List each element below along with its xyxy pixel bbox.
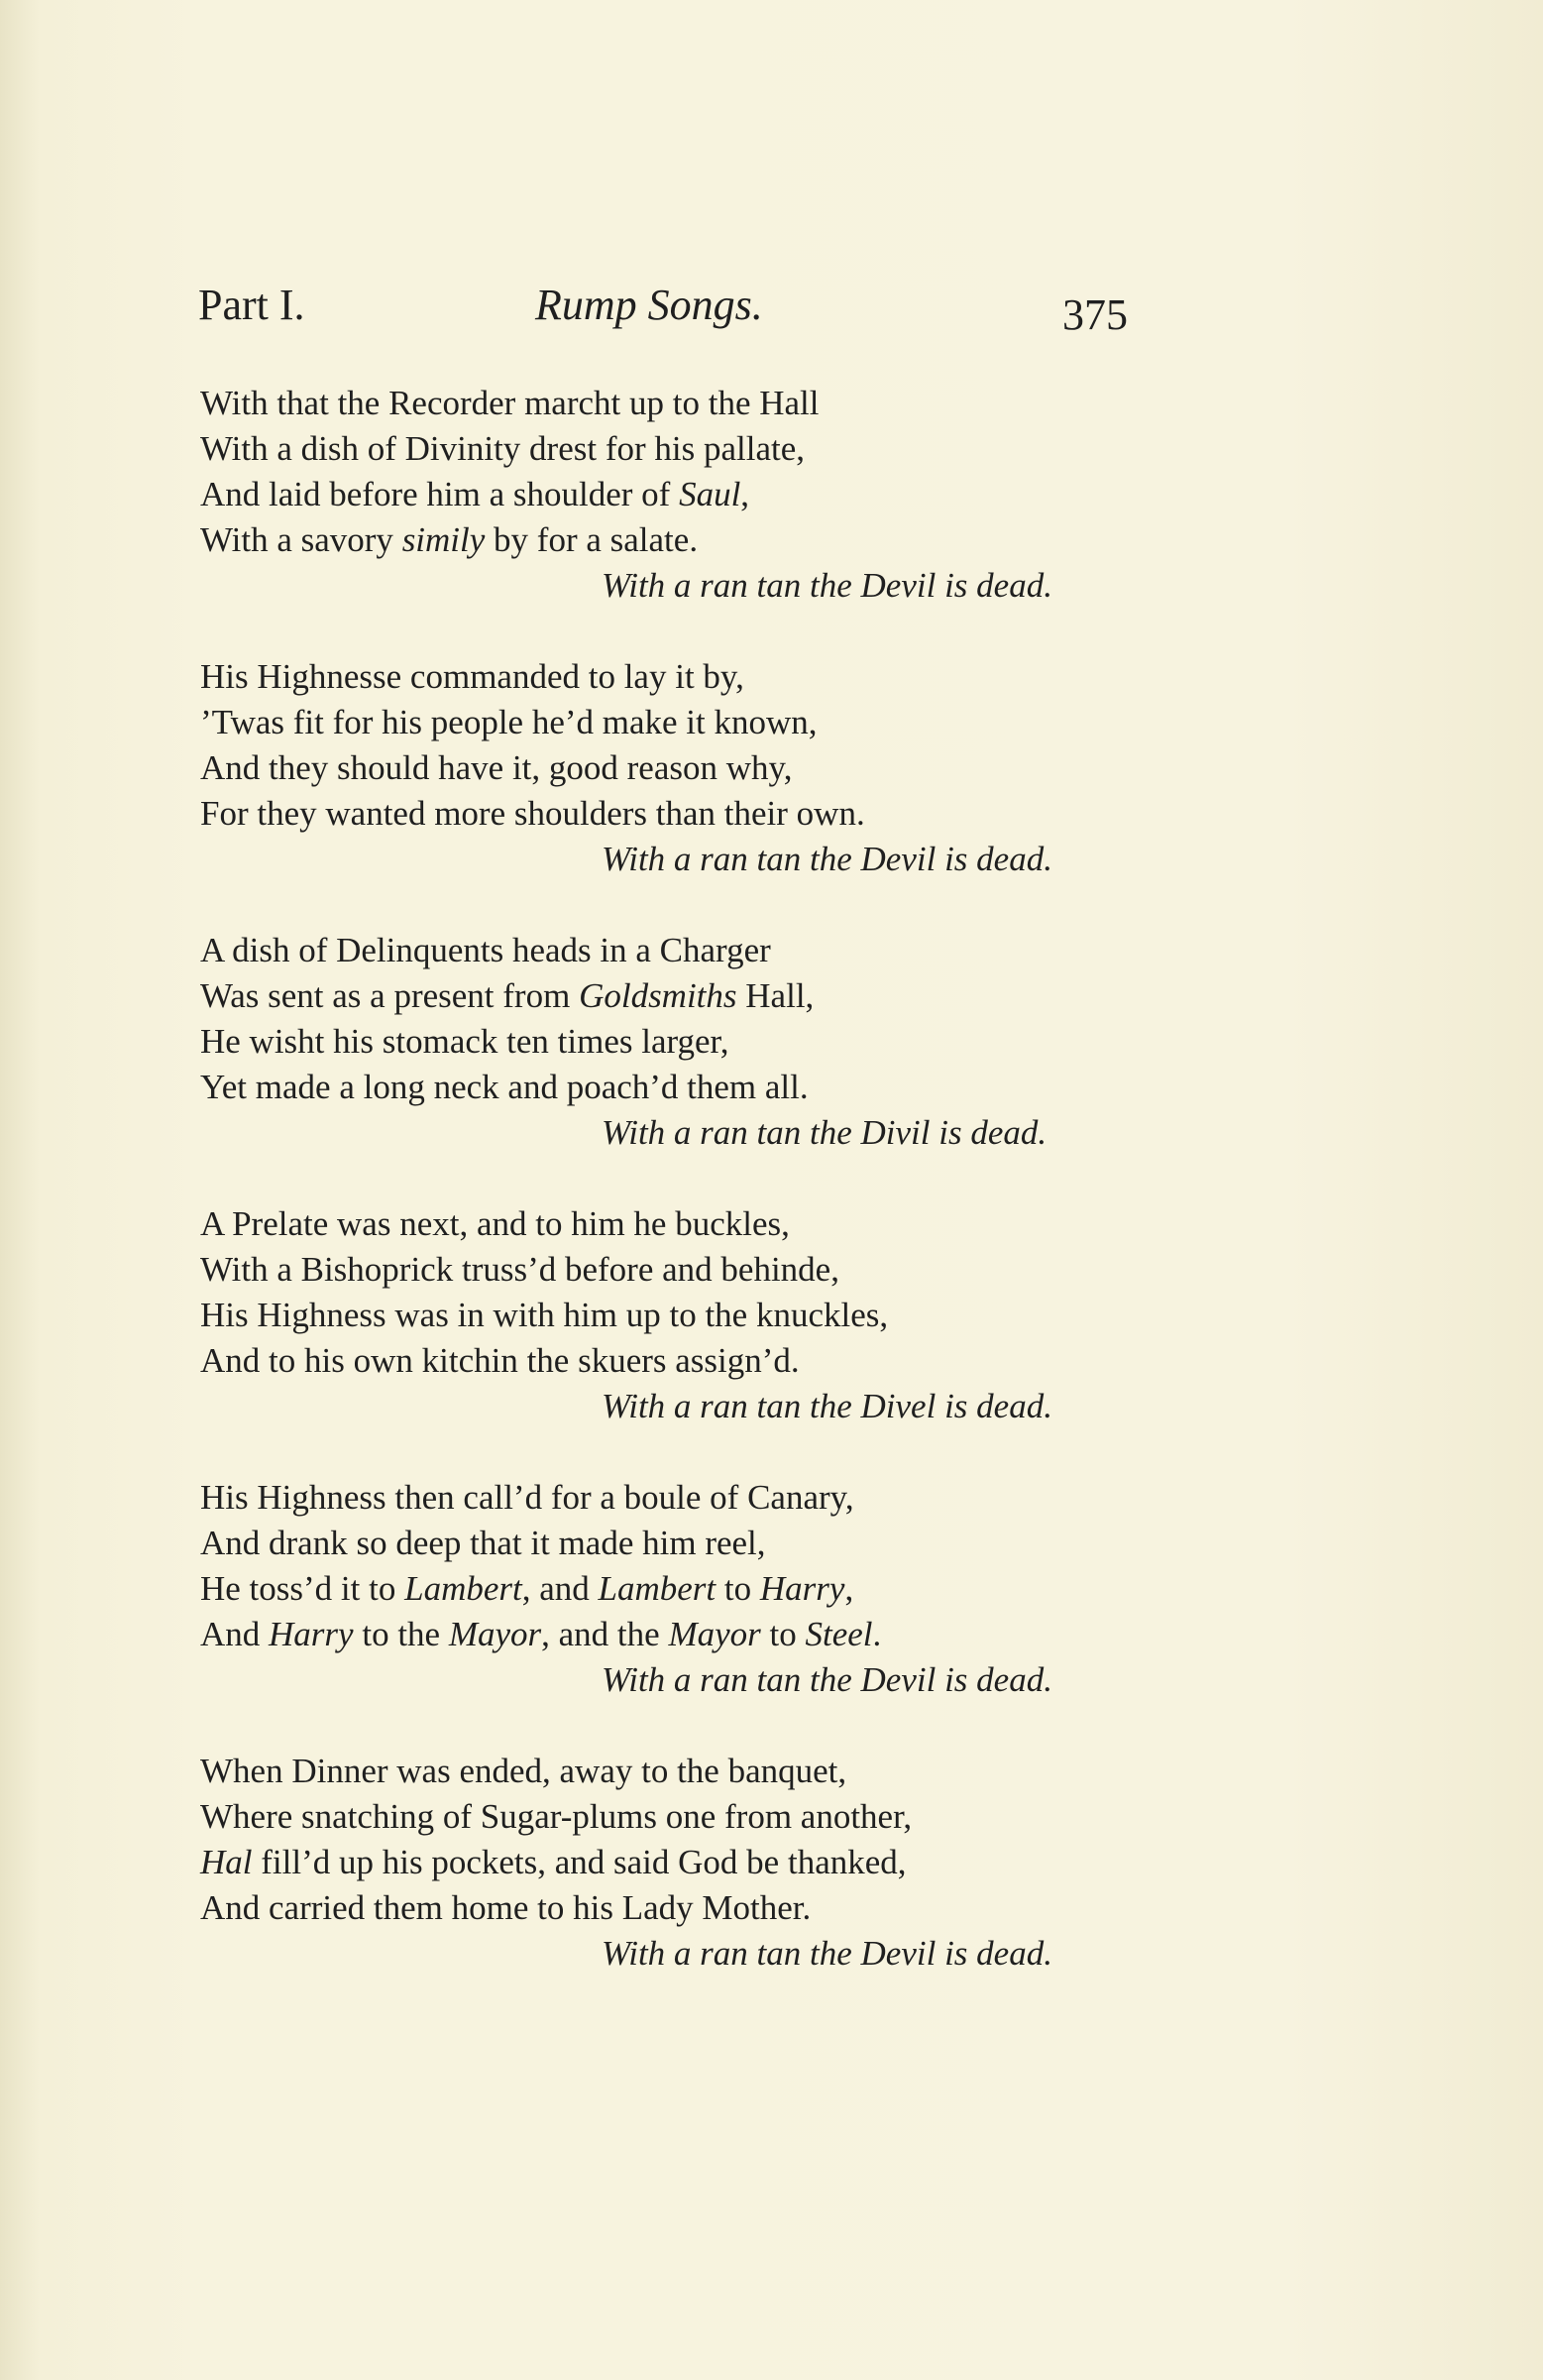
verse-text: to bbox=[760, 1615, 806, 1653]
verse-text: With a savory bbox=[200, 520, 402, 559]
stanza bbox=[200, 381, 1171, 609]
verse-text: to bbox=[716, 1569, 760, 1608]
verse-text: And bbox=[200, 1615, 270, 1653]
italic-name: Steel bbox=[805, 1615, 873, 1653]
verse-line bbox=[200, 928, 1171, 973]
verse-text: , bbox=[844, 1569, 854, 1608]
verse-text: to the bbox=[353, 1615, 449, 1653]
italic-name: Hal bbox=[200, 1843, 253, 1881]
verse-line bbox=[200, 1247, 1171, 1293]
verse-text: His Highness then call’d for a boule of Canary, bbox=[200, 1478, 854, 1517]
refrain-line: With a ran tan the Divel is dead. bbox=[602, 1387, 1052, 1425]
verse-text: With a Bishoprick truss’d before and behinde, bbox=[200, 1250, 839, 1289]
italic-name: Goldsmiths bbox=[579, 976, 737, 1015]
verse-text: He wisht his stomack ten times larger, bbox=[200, 1022, 729, 1061]
verse-line bbox=[200, 472, 1171, 517]
verse-text: And laid before him a shoulder of bbox=[200, 475, 680, 513]
verse-line bbox=[200, 426, 1171, 472]
stanza bbox=[200, 1201, 1171, 1429]
poem-body bbox=[200, 381, 1171, 2022]
verse-text: Hall, bbox=[736, 976, 815, 1015]
verse-text: And drank so deep that it made him reel, bbox=[200, 1524, 766, 1562]
verse-text: ’Twas fit for his people he’d make it known, bbox=[200, 703, 818, 741]
verse-text: Where snatching of Sugar-plums one from another, bbox=[200, 1797, 913, 1836]
verse-line bbox=[200, 1019, 1171, 1065]
verse-line bbox=[200, 1521, 1171, 1566]
verse-text: For they wanted more shoulders than their own. bbox=[200, 794, 865, 833]
italic-name: Lambert bbox=[598, 1569, 716, 1608]
verse-line bbox=[200, 381, 1171, 426]
verse-line bbox=[200, 700, 1171, 745]
stanza bbox=[200, 654, 1171, 882]
verse-line bbox=[200, 654, 1171, 700]
italic-name: Saul bbox=[679, 475, 741, 513]
stanza bbox=[200, 1475, 1171, 1703]
verse-text: And carried them home to his Lady Mother. bbox=[200, 1888, 812, 1927]
verse-line bbox=[200, 1293, 1171, 1338]
part-label: Part I. bbox=[198, 281, 305, 329]
verse-text: A Prelate was next, and to him he buckles, bbox=[200, 1204, 790, 1243]
verse-text: , and the bbox=[541, 1615, 669, 1653]
stanza bbox=[200, 1749, 1171, 1977]
verse-line bbox=[200, 517, 1171, 563]
verse-text: With a dish of Divinity drest for his pallate, bbox=[200, 429, 806, 468]
verse-text: And to his own kitchin the skuers assign’d. bbox=[200, 1341, 800, 1380]
verse-text: A dish of Delinquents heads in a Charger bbox=[200, 931, 771, 969]
italic-name: Lambert bbox=[404, 1569, 522, 1608]
refrain-line: With a ran tan the Devil is dead. bbox=[602, 1660, 1052, 1699]
verse-text: Was sent as a present from bbox=[200, 976, 580, 1015]
verse-line bbox=[200, 1201, 1171, 1247]
refrain-line: With a ran tan the Divil is dead. bbox=[602, 1113, 1047, 1152]
verse-text: When Dinner was ended, away to the banquet, bbox=[200, 1752, 847, 1790]
verse-line bbox=[200, 1749, 1171, 1794]
verse-text: With that the Recorder marcht up to the Hall bbox=[200, 384, 820, 422]
running-header bbox=[198, 280, 1150, 349]
verse-line bbox=[200, 1794, 1171, 1840]
verse-text: He toss’d it to bbox=[200, 1569, 405, 1608]
page-number: 375 bbox=[1062, 290, 1128, 339]
verse-text: His Highness was in with him up to the knuckles, bbox=[200, 1296, 889, 1334]
verse-text: fill’d up his pockets, and said God be thanked, bbox=[252, 1843, 907, 1881]
verse-line bbox=[200, 1566, 1171, 1612]
stanza bbox=[200, 928, 1171, 1156]
verse-text: Yet made a long neck and poach’d them all. bbox=[200, 1068, 809, 1106]
italic-name: simily bbox=[401, 520, 486, 559]
verse-line bbox=[200, 973, 1171, 1019]
verse-line bbox=[200, 1338, 1171, 1384]
verse-text: , bbox=[740, 475, 750, 513]
verse-line bbox=[200, 1065, 1171, 1110]
refrain-line: With a ran tan the Devil is dead. bbox=[602, 566, 1052, 605]
verse-text: And they should have it, good reason why, bbox=[200, 748, 793, 787]
verse-line bbox=[200, 791, 1171, 837]
refrain-line: With a ran tan the Devil is dead. bbox=[602, 840, 1052, 878]
verse-line bbox=[200, 1885, 1171, 1931]
verse-text: His Highnesse commanded to lay it by, bbox=[200, 657, 744, 696]
verse-text: . bbox=[872, 1615, 882, 1653]
verse-line bbox=[200, 1475, 1171, 1521]
italic-name: Mayor bbox=[448, 1615, 542, 1653]
italic-name: Harry bbox=[269, 1615, 354, 1653]
refrain-line: With a ran tan the Devil is dead. bbox=[602, 1934, 1052, 1973]
verse-text: , and bbox=[521, 1569, 599, 1608]
verse-line bbox=[200, 1840, 1171, 1885]
italic-name: Mayor bbox=[668, 1615, 761, 1653]
running-title: Rump Songs. bbox=[535, 281, 763, 329]
verse-text: by for a salate. bbox=[485, 520, 699, 559]
verse-line bbox=[200, 1612, 1171, 1657]
verse-line bbox=[200, 745, 1171, 791]
italic-name: Harry bbox=[759, 1569, 845, 1608]
